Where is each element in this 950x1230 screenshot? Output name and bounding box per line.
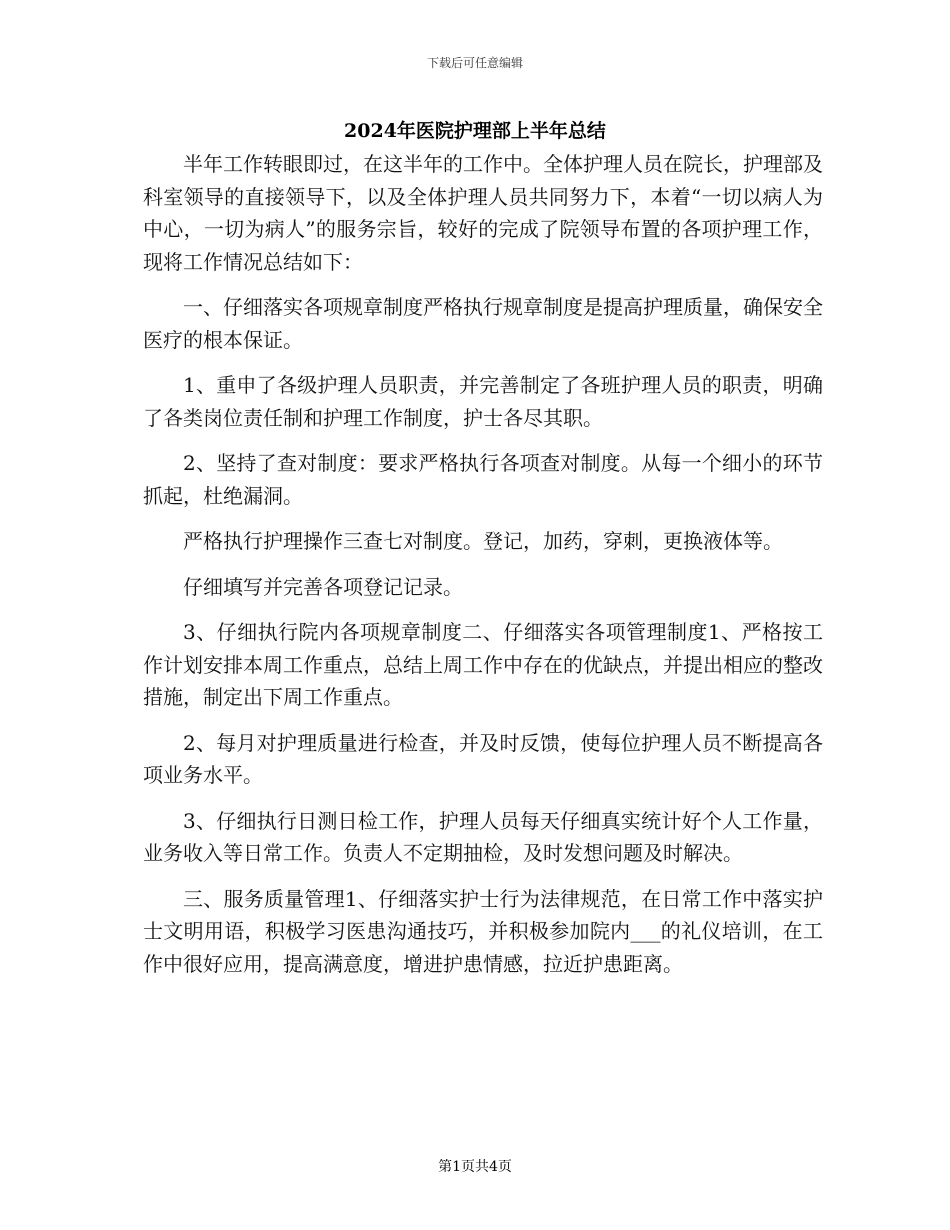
paragraph: 严格执行护理操作三查七对制度。登记，加药，穿刺，更换液体等。 [183, 529, 783, 553]
header-note: 下载后可任意编辑 [426, 56, 523, 70]
paragraph: 2、坚持了查对制度：要求严格执行各项查对制度。从每一个细小的环节抓起，杜绝漏洞。 [143, 451, 823, 508]
document-title: 2024年医院护理部上半年总结 [344, 120, 606, 142]
paragraph: 3、仔细执行日测日检工作，护理人员每天仔细真实统计好个人工作量，业务收入等日常工作。负责人不定期抽检，及时发想问题及时解决。 [143, 808, 823, 865]
paragraph: 三、服务质量管理1、仔细落实护士行为法律规范，在日常工作中落实护士文明用语，积极学习医患沟通技巧，并积极参加院内___的礼仪培训，在工作中很好应用，提高满意度，增进护患情感，拉近护患距离。 [143, 886, 823, 976]
paragraph: 2、每月对护理质量进行检查，并及时反馈，使每位护理人员不断提高各项业务水平。 [143, 730, 823, 787]
paragraph: 半年工作转眼即过，在这半年的工作中。全体护理人员在院长，护理部及科室领导的直接领导下，以及全体护理人员共同努力下，本着“一切以病人为中心，一切为病人”的服务宗旨，较好的完成了院领导布置的各项护理工作，现将工作情况总结如下： [143, 152, 823, 274]
paragraph: 一、仔细落实各项规章制度严格执行规章制度是提高护理质量，确保安全医疗的根本保证。 [143, 295, 823, 352]
paragraph: 仔细填写并完善各项登记记录。 [183, 574, 463, 599]
paragraph: 3、仔细执行院内各项规章制度二、仔细落实各项管理制度1、严格按工作计划安排本周工作重点，总结上周工作中存在的优缺点，并提出相应的整改措施，制定出下周工作重点。 [143, 620, 823, 709]
paragraph: 1、重申了各级护理人员职责，并完善制定了各班护理人员的职责，明确了各类岗位责任制和护理工作制度，护士各尽其职。 [143, 373, 823, 430]
page-footer: 第1页共4页 [438, 1159, 512, 1175]
document-body [143, 148, 823, 993]
